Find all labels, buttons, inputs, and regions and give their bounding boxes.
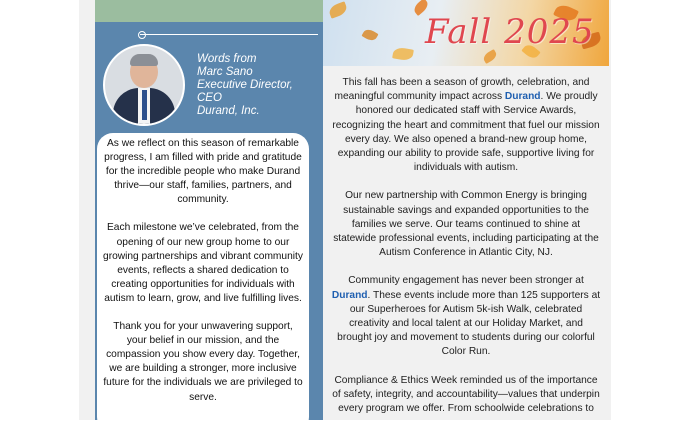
director-role: CEO [197, 92, 222, 104]
letter-paragraph-1: As we reflect on this season of remarkable progress, I am filled with pride and gratitude for the incredible people who make Durand thrive—our staff, families, partners, and community. [104, 138, 302, 206]
organization-highlight: Durand [504, 91, 541, 103]
director-name: Marc Sano [197, 66, 253, 78]
leaf-decoration [392, 46, 414, 61]
organization-highlight: Durand [331, 289, 368, 301]
letter-paragraph-2: Each milestone we’ve celebrated, from the opening of our new group home to our growing partnerships and vibrant community events, reflects a shared dedication to creating opportunities for individuals with autism to learn, grow, and live fulfilling lives. [103, 222, 303, 304]
director-portrait [103, 44, 185, 126]
letter-paragraph-3: Thank you for your unwavering support, your belief in our mission, and the compassion you show every day. Together, we are building a stronger, more inclusive future for the individuals we are privileged to serve. [103, 321, 303, 403]
fall-article [331, 76, 601, 430]
left-top-image-strip [95, 0, 323, 22]
director-byline [197, 53, 322, 118]
leaf-decoration [327, 1, 348, 18]
director-title: Executive Director, [197, 79, 293, 91]
divider-line [140, 34, 318, 35]
article-paragraph-3: Community engagement has never been stronger at Durand. These events include more than 125 supporters at our Superheroes for Autism 5k-ish Walk, celebrated creativity and local talent at our Holiday Market, and brought joy and movement to students during our colorful Color Run. [331, 275, 601, 358]
fall-banner [323, 0, 609, 66]
banner-title: Fall 2025 [425, 12, 595, 52]
article-paragraph-1: This fall has been a season of growth, celebration, and meaningful community impact across Durand. We proudly honored our dedicated staff with Service Awards, recognizing the heart and commitment that fuel our mission every day. We also opened a brand-new group home, expanding our ability to provide safe, supportive living for individuals with autism. [332, 77, 600, 174]
byline-intro: Words from [197, 53, 257, 65]
organization-name: Durand, Inc. [197, 105, 260, 117]
article-paragraph-4: Compliance & Ethics Week reminded us of the importance of safety, integrity, and accountability—values that underpin every program we offer. From schoolwide celebrations to [332, 374, 600, 415]
divider-dot [138, 31, 146, 39]
leaf-decoration [361, 27, 378, 43]
director-letter [103, 137, 303, 419]
article-paragraph-2: Our new partnership with Common Energy is bringing sustainable savings and expanded opportunities to the families we serve. Our teams continued to shine at statewide professional events, including participating at the Autism Conference in Atlantic City, NJ. [333, 190, 599, 259]
